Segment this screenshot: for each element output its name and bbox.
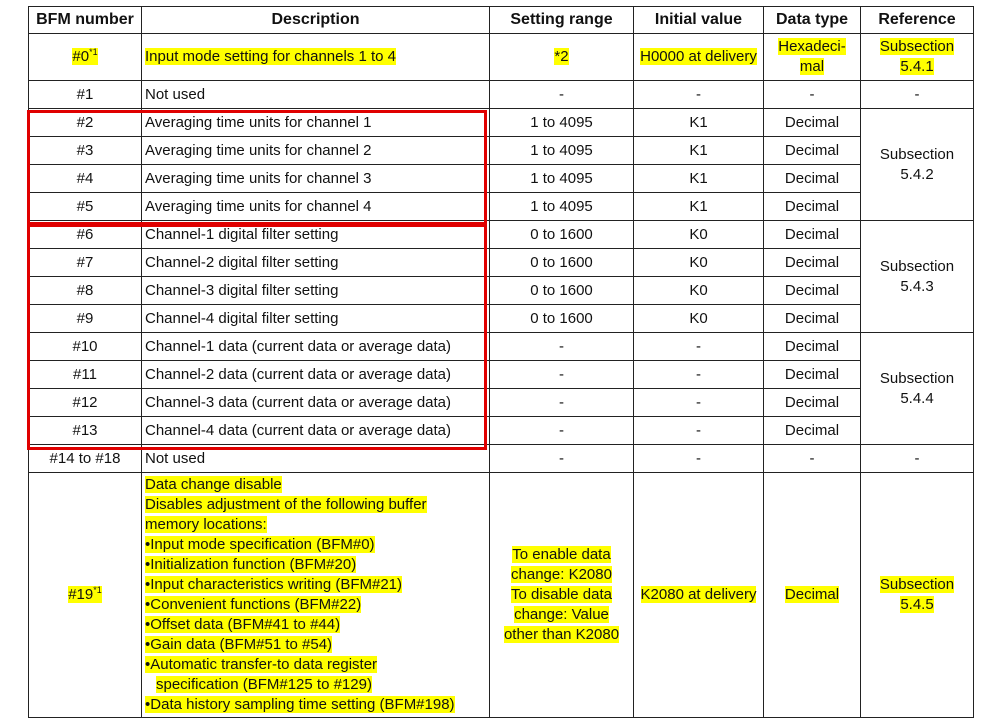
bfm-number: #3	[29, 137, 142, 165]
bfm-number: #14 to #18	[29, 445, 142, 473]
bfm-number: #4	[29, 165, 142, 193]
initial-value: -	[634, 361, 764, 389]
data-type-line2: mal	[799, 58, 825, 75]
header-description: Description	[142, 7, 490, 34]
data-type-line1: Hexadeci-	[778, 38, 846, 55]
initial-value: K1	[634, 193, 764, 221]
description-intro: Disables adjustment of the following buffer	[145, 496, 427, 513]
bfm-number: #11	[29, 361, 142, 389]
data-type: Decimal	[764, 389, 861, 417]
initial-value: K0	[634, 221, 764, 249]
description: Averaging time units for channel 3	[142, 165, 490, 193]
description-title: Data change disable	[145, 476, 282, 493]
setting-range: 0 to 1600	[490, 221, 634, 249]
bullet-item: • Gain data (BFM#51 to #54)	[145, 636, 332, 653]
description: Channel-1 data (current data or average data)	[142, 333, 490, 361]
setting-range: 1 to 4095	[490, 109, 634, 137]
setting-range: -	[490, 445, 634, 473]
description: Averaging time units for channel 1	[142, 109, 490, 137]
bfm-number: #13	[29, 417, 142, 445]
reference: -	[861, 81, 974, 109]
description: Channel-3 data (current data or average data)	[142, 389, 490, 417]
initial-value: K0	[634, 249, 764, 277]
reference: -	[861, 445, 974, 473]
bullet-item: • Offset data (BFM#41 to #44)	[145, 616, 340, 633]
description-cell	[142, 34, 490, 81]
bfm-number: #5	[29, 193, 142, 221]
table-row-bfm8	[29, 277, 974, 305]
table-row-bfm4	[29, 165, 974, 193]
description: Channel-2 digital filter setting	[142, 249, 490, 277]
setting-range: -	[490, 81, 634, 109]
bullet-item: • Initialization function (BFM#20)	[145, 556, 356, 573]
data-type: Decimal	[764, 417, 861, 445]
setting-range-line: change: K2080	[511, 566, 612, 583]
reference-cell	[861, 221, 974, 333]
initial-value: K0	[634, 305, 764, 333]
initial-value: -	[634, 445, 764, 473]
description-cell	[142, 473, 490, 718]
initial-value: -	[634, 417, 764, 445]
reference-line1: Subsection	[879, 38, 955, 55]
initial-value: -	[634, 333, 764, 361]
setting-range: 0 to 1600	[490, 305, 634, 333]
bullet-item: • Input characteristics writing (BFM#21)	[145, 576, 402, 593]
header-setting-range: Setting range	[490, 7, 634, 34]
reference-cell	[861, 333, 974, 445]
table-row-bfm3	[29, 137, 974, 165]
description: Channel-2 data (current data or average data)	[142, 361, 490, 389]
data-type-cell	[764, 34, 861, 81]
bfm-number-cell	[29, 473, 142, 718]
data-type: -	[764, 81, 861, 109]
table-row-bfm1	[29, 81, 974, 109]
description: Not used	[142, 81, 490, 109]
setting-range-line: change: Value	[514, 606, 609, 623]
bullet-item-continuation: specification (BFM#125 to #129)	[156, 676, 372, 693]
setting-range: -	[490, 389, 634, 417]
reference-line2: 5.4.3	[900, 277, 934, 295]
table-row-bfm5	[29, 193, 974, 221]
setting-range: *2	[554, 48, 569, 65]
description: Input mode setting for channels 1 to 4	[145, 48, 396, 65]
reference-cell	[861, 473, 974, 718]
description: Not used	[142, 445, 490, 473]
bfm-number: #0	[72, 48, 90, 65]
initial-value-cell	[634, 473, 764, 718]
reference-line1: Subsection	[879, 145, 955, 163]
initial-value-cell	[634, 34, 764, 81]
table-row-bfm14-18	[29, 445, 974, 473]
bullet-item: • Input mode specification (BFM#0)	[145, 536, 375, 553]
initial-value: -	[634, 389, 764, 417]
bfm-number: #1	[29, 81, 142, 109]
setting-range: 0 to 1600	[490, 249, 634, 277]
initial-value: K1	[634, 165, 764, 193]
setting-range-line: To disable data	[511, 586, 612, 603]
bullet-item: • Convenient functions (BFM#22)	[145, 596, 361, 613]
table-row-bfm0	[29, 34, 974, 81]
description-intro: memory locations:	[145, 516, 267, 533]
bfm-number: #2	[29, 109, 142, 137]
description: Averaging time units for channel 4	[142, 193, 490, 221]
header-reference: Reference	[861, 7, 974, 34]
reference-line2: 5.4.5	[900, 596, 934, 613]
setting-range: -	[490, 417, 634, 445]
table-row-bfm7	[29, 249, 974, 277]
initial-value: K1	[634, 137, 764, 165]
setting-range-cell	[490, 34, 634, 81]
bfm-number: #19	[68, 586, 94, 603]
setting-range-cell	[490, 473, 634, 718]
header-initial-value: Initial value	[634, 7, 764, 34]
initial-value: K2080 at delivery	[640, 586, 757, 603]
data-type: Decimal	[764, 305, 861, 333]
bfm-number: #8	[29, 277, 142, 305]
table-header-row	[29, 7, 974, 34]
table-row-bfm6	[29, 221, 974, 249]
data-type: Decimal	[764, 221, 861, 249]
bullet-item: • Data history sampling time setting (BFM#198)	[145, 696, 455, 713]
data-type: Decimal	[764, 249, 861, 277]
description: Averaging time units for channel 2	[142, 137, 490, 165]
table-row-bfm9	[29, 305, 974, 333]
header-data-type: Data type	[764, 7, 861, 34]
bfm-number: #7	[29, 249, 142, 277]
table-row-bfm19	[29, 473, 974, 718]
setting-range: 1 to 4095	[490, 193, 634, 221]
table-row-bfm13	[29, 417, 974, 445]
initial-value: K0	[634, 277, 764, 305]
data-type: Decimal	[764, 109, 861, 137]
data-type: Decimal	[764, 165, 861, 193]
data-type: Decimal	[764, 277, 861, 305]
description: Channel-3 digital filter setting	[142, 277, 490, 305]
reference-line2: 5.4.2	[900, 165, 934, 183]
reference-cell	[861, 109, 974, 221]
table-row-bfm11	[29, 361, 974, 389]
initial-value: H0000 at delivery	[640, 48, 757, 65]
data-type-cell	[764, 473, 861, 718]
bullet-item: • Automatic transfer-to data register	[145, 656, 377, 673]
description: Channel-1 digital filter setting	[142, 221, 490, 249]
bfm-number-cell	[29, 34, 142, 81]
description: Channel-4 data (current data or average data)	[142, 417, 490, 445]
table-row-bfm12	[29, 389, 974, 417]
initial-value: -	[634, 81, 764, 109]
setting-range: 1 to 4095	[490, 137, 634, 165]
data-type: Decimal	[764, 137, 861, 165]
data-type: -	[764, 445, 861, 473]
reference-line2: 5.4.4	[900, 389, 934, 407]
setting-range: -	[490, 361, 634, 389]
reference-line1: Subsection	[879, 369, 955, 387]
table-row-bfm2	[29, 109, 974, 137]
setting-range-line: other than K2080	[503, 626, 620, 643]
setting-range: 1 to 4095	[490, 165, 634, 193]
description: Channel-4 digital filter setting	[142, 305, 490, 333]
reference-line1: Subsection	[879, 576, 955, 593]
data-type: Decimal	[764, 193, 861, 221]
bfm-table	[28, 6, 974, 718]
bfm-number: #10	[29, 333, 142, 361]
table-row-bfm10	[29, 333, 974, 361]
reference-cell	[861, 34, 974, 81]
setting-range-line: To enable data	[512, 546, 611, 563]
initial-value: K1	[634, 109, 764, 137]
setting-range: 0 to 1600	[490, 277, 634, 305]
data-type: Decimal	[764, 333, 861, 361]
setting-range: -	[490, 333, 634, 361]
footnote-mark: *1	[93, 585, 102, 595]
reference-line1: Subsection	[879, 257, 955, 275]
data-type: Decimal	[764, 361, 861, 389]
bfm-number: #12	[29, 389, 142, 417]
bfm-number: #6	[29, 221, 142, 249]
data-type: Decimal	[784, 586, 840, 603]
header-bfm-number: BFM number	[29, 7, 142, 34]
reference-line2: 5.4.1	[900, 58, 934, 75]
bfm-number: #9	[29, 305, 142, 333]
footnote-mark: *1	[89, 47, 98, 57]
